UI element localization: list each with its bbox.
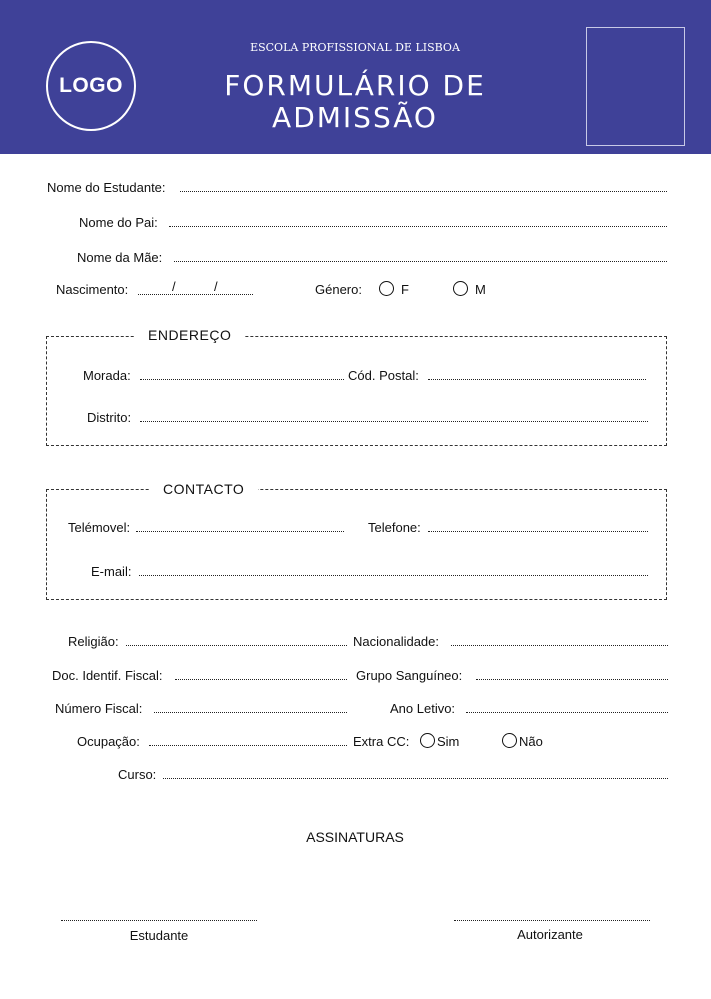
- student-name-field[interactable]: [180, 191, 667, 192]
- authorizer-signature-label: Autorizante: [517, 927, 583, 942]
- address-title: ENDEREÇO: [134, 327, 245, 343]
- postal-code-field[interactable]: [428, 379, 646, 380]
- gender-f-label: F: [401, 282, 409, 297]
- date-separator: /: [214, 279, 218, 294]
- birth-date-field[interactable]: [138, 294, 253, 295]
- doc-id-label: Doc. Identif. Fiscal:: [52, 668, 163, 683]
- logo: LOGO: [46, 41, 136, 131]
- gender-m-radio[interactable]: [453, 281, 468, 296]
- morada-label: Morada:: [83, 368, 131, 383]
- tax-number-label: Número Fiscal:: [55, 701, 143, 716]
- photo-box[interactable]: [586, 27, 685, 146]
- contact-title: CONTACTO: [149, 481, 258, 497]
- father-name-field[interactable]: [169, 226, 667, 227]
- blood-group-label: Grupo Sanguíneo:: [356, 668, 463, 683]
- district-label: Distrito:: [87, 410, 132, 425]
- religion-field[interactable]: [126, 645, 347, 646]
- contact-section: [46, 489, 667, 600]
- authorizer-signature-line[interactable]: [454, 920, 650, 921]
- signatures-title: ASSINATURAS: [306, 829, 404, 845]
- nationality-field[interactable]: [451, 645, 668, 646]
- email-label: E-mail:: [91, 564, 132, 579]
- mother-name-field[interactable]: [174, 261, 667, 262]
- header-banner: [0, 0, 711, 154]
- mother-name-label: Nome da Mãe:: [77, 250, 163, 265]
- gender-m-label: M: [475, 282, 486, 297]
- nationality-label: Nacionalidade:: [353, 634, 440, 649]
- gender-label: Género:: [315, 282, 362, 297]
- mobile-field[interactable]: [136, 531, 344, 532]
- school-name: ESCOLA PROFISSIONAL DE LISBOA: [250, 41, 460, 54]
- course-label: Curso:: [118, 767, 157, 782]
- birth-label: Nascimento:: [56, 282, 129, 297]
- morada-field[interactable]: [140, 379, 344, 380]
- extra-cc-yes-radio[interactable]: [420, 733, 435, 748]
- gender-f-radio[interactable]: [379, 281, 394, 296]
- course-field[interactable]: [163, 778, 668, 779]
- occupation-label: Ocupação:: [77, 734, 140, 749]
- student-signature-line[interactable]: [61, 920, 257, 921]
- postal-code-label: Cód. Postal:: [348, 368, 419, 383]
- doc-id-field[interactable]: [175, 679, 347, 680]
- extra-cc-no-label: Não: [519, 734, 543, 749]
- district-field[interactable]: [140, 421, 648, 422]
- school-year-label: Ano Letivo:: [390, 701, 456, 716]
- date-separator: /: [172, 279, 176, 294]
- father-name-label: Nome do Pai:: [79, 215, 158, 230]
- form-title: [175, 70, 535, 134]
- extra-cc-label: Extra CC:: [353, 734, 410, 749]
- tax-number-field[interactable]: [154, 712, 347, 713]
- extra-cc-yes-label: Sim: [437, 734, 460, 749]
- student-signature-label: Estudante: [129, 928, 189, 943]
- form-title-line2: ADMISSÃO: [272, 101, 438, 134]
- phone-label: Telefone:: [368, 520, 421, 535]
- extra-cc-no-radio[interactable]: [502, 733, 517, 748]
- address-section: [46, 336, 667, 446]
- occupation-field[interactable]: [149, 745, 347, 746]
- phone-field[interactable]: [428, 531, 648, 532]
- religion-label: Religião:: [68, 634, 119, 649]
- form-title-line1: FORMULÁRIO DE: [224, 69, 486, 102]
- blood-group-field[interactable]: [476, 679, 668, 680]
- school-year-field[interactable]: [466, 712, 668, 713]
- mobile-label: Telémovel:: [68, 520, 131, 535]
- student-name-label: Nome do Estudante:: [47, 180, 166, 195]
- email-field[interactable]: [139, 575, 648, 576]
